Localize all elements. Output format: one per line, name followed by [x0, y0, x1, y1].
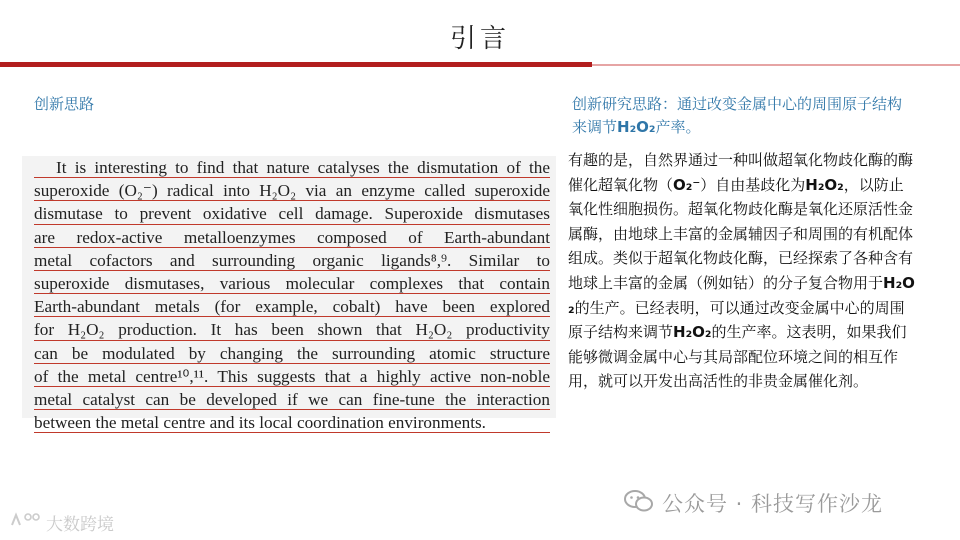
excerpt-line — [34, 272, 550, 295]
title-divider-dark — [0, 62, 592, 67]
excerpt-line — [34, 202, 550, 225]
excerpt-line-text: It is interesting to find that nature catalyses the dismutation of the — [56, 158, 550, 177]
excerpt-line — [34, 342, 550, 365]
excerpt-underline — [34, 409, 550, 410]
translation-text: 有趣的是，自然界通过一种叫做超氧化物歧化酶的酶催化超氧化物（ — [568, 151, 914, 194]
right-heading-formula: H₂O₂ — [617, 118, 656, 136]
watermark-brand: 大数跨境 — [46, 515, 114, 535]
excerpt-line-text: superoxide dismutases, various molecular complexes that contain — [34, 273, 550, 293]
slide-title: 引言 — [449, 24, 510, 54]
formula-superoxide: O₂⁻ — [673, 175, 701, 194]
logo-icon — [8, 511, 42, 529]
watermark-account: 公众号 · 科技写作沙龙 — [662, 492, 884, 516]
excerpt-underline — [34, 340, 550, 341]
excerpt-line — [34, 411, 550, 434]
translation-text: 的生产。已经表明，可以通过改变金属中心的周围原子结构来调节 — [568, 298, 905, 342]
excerpt-line — [34, 226, 550, 249]
excerpt-line — [34, 156, 550, 179]
excerpt-line — [34, 295, 550, 318]
left-heading: 创新思路 — [34, 95, 95, 113]
excerpt-underline — [34, 224, 550, 225]
excerpt-line — [34, 249, 550, 272]
excerpt-underline — [34, 270, 550, 271]
excerpt-underline — [34, 293, 550, 294]
translation-text: 的生产率。这表明，如果我们能够微调金属中心与其局部配位环境之间的相互作用，就可以开发出高活性的非贵金属催化剂。 — [568, 323, 907, 391]
formula-h2o2: H₂O₂ — [673, 323, 712, 342]
excerpt-underline — [34, 177, 550, 178]
excerpt-underline — [34, 363, 550, 364]
excerpt-line-text: metal cofactors and surrounding organic ligands⁸,⁹. Similar to — [34, 250, 550, 270]
right-heading-suffix: 产率。 — [655, 118, 701, 136]
excerpt-line-text: metal catalyst can be developed if we can fine-tune the interaction — [34, 389, 550, 409]
translation-text: ，以防止氧化性细胞损伤。超氧化物歧化酶是氧化还原活性金属酶，由地球上丰富的金属辅因子和周围的有机配体组成。类似于超氧化物歧化酶，已经探索了各种含有地球上丰富的金属（例如钴）的分子复合物用于 — [568, 175, 914, 292]
excerpt-line-text: of the metal centre¹⁰,¹¹. This suggests that a highly active non-noble — [34, 366, 550, 386]
excerpt-line — [34, 388, 550, 411]
excerpt-underline — [34, 386, 550, 387]
title-divider-light — [592, 64, 960, 66]
translation-paragraph — [568, 148, 918, 394]
excerpt-line-text: are redox-active metalloenzymes composed of Earth-abundant — [34, 227, 550, 247]
excerpt-line-text: between the metal centre and its local coordination environments. — [34, 413, 486, 433]
excerpt-underline — [34, 247, 550, 248]
right-heading-text: 创新研究思路：通过改变金属中心的周围原子结构来调节 — [572, 95, 903, 136]
wechat-icon — [624, 490, 654, 512]
right-heading — [572, 93, 912, 139]
formula-h2o2: H₂O₂ — [568, 273, 915, 317]
excerpt-line — [34, 318, 550, 341]
formula-h2o2: H₂O₂ — [805, 175, 844, 194]
excerpt-line-text: Earth-abundant metals (for example, cobalt) have been explored — [34, 297, 550, 317]
excerpt-line-text: can be modulated by changing the surrounding atomic structure — [34, 343, 550, 363]
excerpt-line-text: superoxide (O₂⁻) radical into H₂O₂ via an enzyme called superoxide — [34, 181, 550, 201]
excerpt-line — [34, 365, 550, 388]
translation-text: ）自由基歧化为 — [700, 175, 806, 194]
excerpt-underline — [34, 316, 550, 317]
excerpt-line — [34, 179, 550, 202]
excerpt-underline — [34, 200, 550, 201]
excerpt-line-text: dismutase to prevent oxidative cell damage. Superoxide dismutases — [34, 204, 550, 224]
excerpt-line-text: for H₂O₂ production. It has been shown that H₂O₂ productivity — [34, 320, 550, 340]
paper-excerpt — [22, 156, 556, 433]
excerpt-underline — [34, 432, 550, 433]
